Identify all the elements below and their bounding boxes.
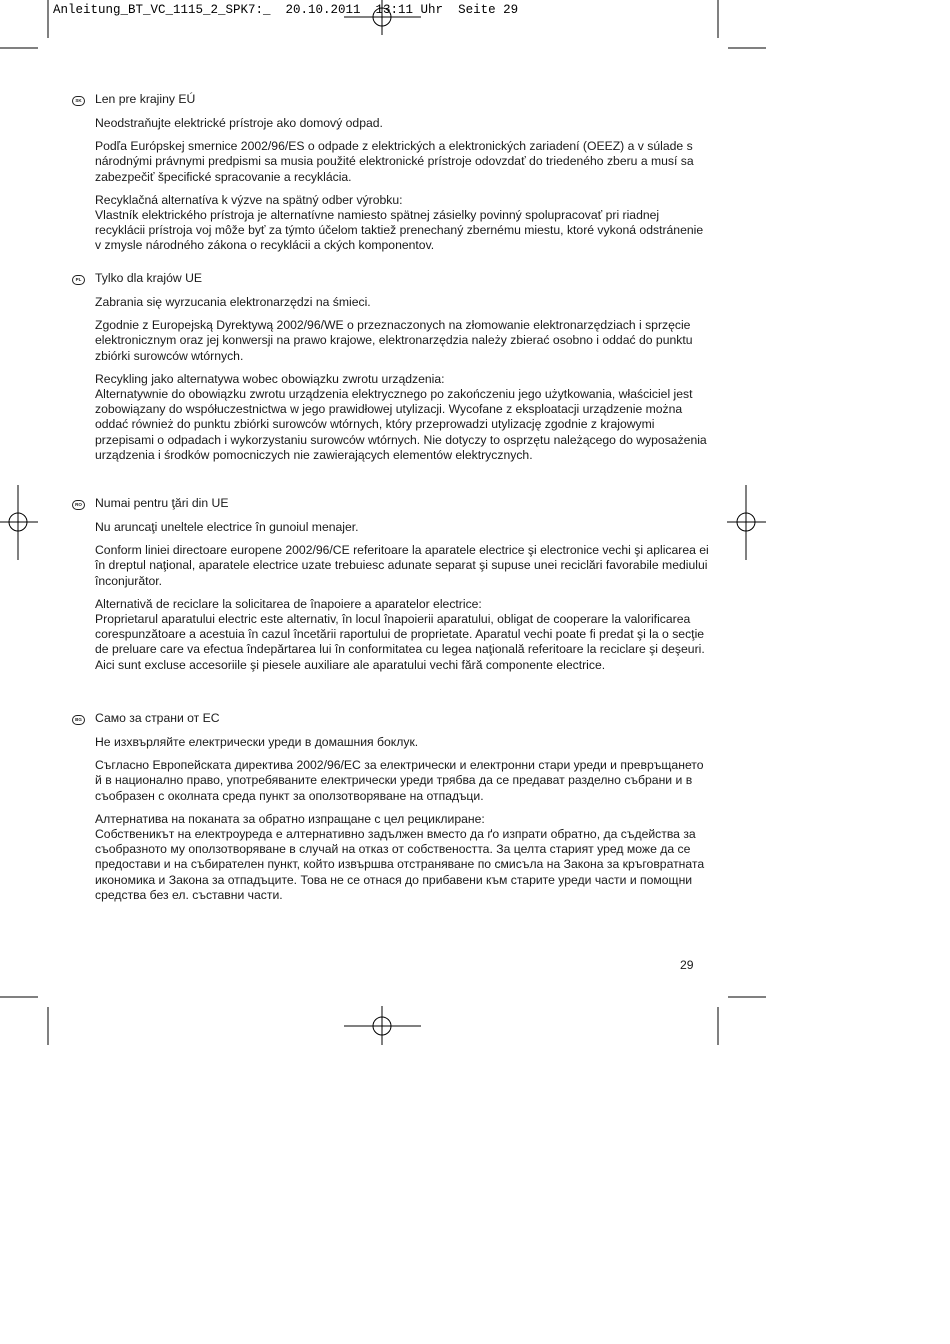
directive-paragraph: Conform liniei directoare europene 2002/96/CE referitoare la aparatele electrice şi electronice vechi şi aplicarea ei în dreptul naţional, aparatele electrice uzate trebuiesc adunate separat şi supuse unei reciclări favorabile mediului înconjurător. [95, 543, 709, 588]
section-heading: Numai pentru ţări din UE [95, 496, 229, 510]
country-badge-icon: PL [72, 275, 85, 285]
recycling-title: Recykling jako alternatywa wobec obowiązku zwrotu urządzenia: [95, 371, 445, 386]
recycling-paragraph: Vlastník elektrického prístroja je alternatívne namiesto spätnej zásielky povinný spolupracovať pri riadnej recyklácii prístroja voj môže byť za týmto účelom taktiež prenechaný zbernému miestu, ktoré vykoná odstránenie v zmysle národného zákona o recyklácii a ckých komponentov. [95, 208, 704, 253]
recycling-title: Alternativă de reciclare la solicitarea de înapoiere a aparatelor electrice: [95, 596, 482, 611]
recycling-paragraph: Proprietarul aparatului electric este alternativ, în locul înapoierii aparatului, obligat de cooperare la valorificarea corespunzătoare a acestuia în cazul încetării raportului de proprietate. Aparatul vechi poate fi predat şi la o secţie de preluare care va efectua îndepărtarea lui în conformitatea cu legea naţională referitoare la reciclare şi deşeuri. Aici sunt excluse accesoriile şi piesele auxiliare ale aparatului vechi fără componente electrice. [95, 612, 705, 672]
section-header [72, 92, 712, 110]
section-pl [72, 271, 712, 463]
section-heading: Len pre krajiny EÚ [95, 92, 196, 106]
section-header [72, 711, 712, 729]
page-number: 29 [680, 958, 694, 972]
section-ro [72, 496, 712, 673]
section-heading: Tylko dla krajów UE [95, 271, 203, 285]
warning-paragraph: Nu aruncaţi uneltele electrice în gunoiul menajer. [95, 520, 359, 534]
recycling-paragraph: Собственикът на електроуреда е алтернативно задължен вместо да ґо изпрати обратно, да съдейства за съобразното му оползотворяване в случай на отказ от собствеността. За целта старият уред може да се предостави и на събирателен пункт, който извършва отстраняване по смисъла на Закона за кръговратната икономика и Закона за отпадъците. Това не се отнася до прибавени към старите уреди части и помощни средства без ел. съставни части. [95, 827, 705, 902]
warning-paragraph: Не изхвърляйте електрически уреди в домашния боклук. [95, 735, 419, 749]
recycling-title: Recyklačná alternatíva k výzve na spätný odber výrobku: [95, 192, 403, 207]
print-slug-header: Anleitung_BT_VC_1115_2_SPK7:_ 20.10.2011 13:11 Uhr Seite 29 [53, 3, 519, 17]
directive-paragraph: Zgodnie z Europejską Dyrektywą 2002/96/WE o przeznaczonych na złomowanie elektronarzędziach i sprzęcie elektronicznym oraz jej konwersji na prawo krajowe, elektronarzędzia należy zbierać osobno i oddać do punktu zbiórki surowców wtórnych. [95, 318, 693, 363]
section-header [72, 496, 712, 514]
section-header [72, 271, 712, 289]
country-badge-icon: BG [72, 715, 85, 725]
section-bg [72, 711, 712, 903]
country-badge-icon: RO [72, 500, 85, 510]
recycling-paragraph: Alternatywnie do obowiązku zwrotu urządzenia elektrycznego po zakończeniu jego użytkowania, właściciel jest zobowiązany do współuczestnictwa w jego prawidłowej utylizacji. Wycofane z eksploatacji urządzenie można oddać również do punktu zbiórki surowców wtórnych, który przeprowadzi utylizację zgodnie z krajowymi przepisami o odpadach i wykorzystaniu surowców wtórnych. Nie dotyczy to osprzętu należącego do wyposażenia urządzenia i środków pomocniczych nie zawierających elementów elektrycznych. [95, 387, 707, 462]
section-sk [72, 92, 712, 254]
directive-paragraph: Podľa Európskej smernice 2002/96/ES o odpade z elektrických a elektronických zariadení (OEEZ) a v súlade s národnými právnymi predpismi sa musia použité elektronické prístroje odovzdať do triedeného zberu a musí sa zabezpečiť špecifické spracovanie a recyklácia. [95, 139, 694, 184]
section-heading: Само за страни от ЕС [95, 711, 220, 725]
warning-paragraph: Zabrania się wyrzucania elektronarzędzi na śmieci. [95, 295, 371, 309]
recycling-title: Алтернатива на поканата за обратно изпращане с цел рециклиране: [95, 811, 485, 826]
country-badge-icon: SK [72, 96, 85, 106]
directive-paragraph: Съгласно Европейската директива 2002/96/ЕС за електрически и електронни стари уреди и превръщането й в национално право, употребяваните електрически уреди трябва да се предават разделно събрани и в съобразен с околната среда пункт за оползотворяване на отпадъци. [95, 758, 704, 803]
warning-paragraph: Neodstraňujte elektrické prístroje ako domový odpad. [95, 116, 383, 130]
